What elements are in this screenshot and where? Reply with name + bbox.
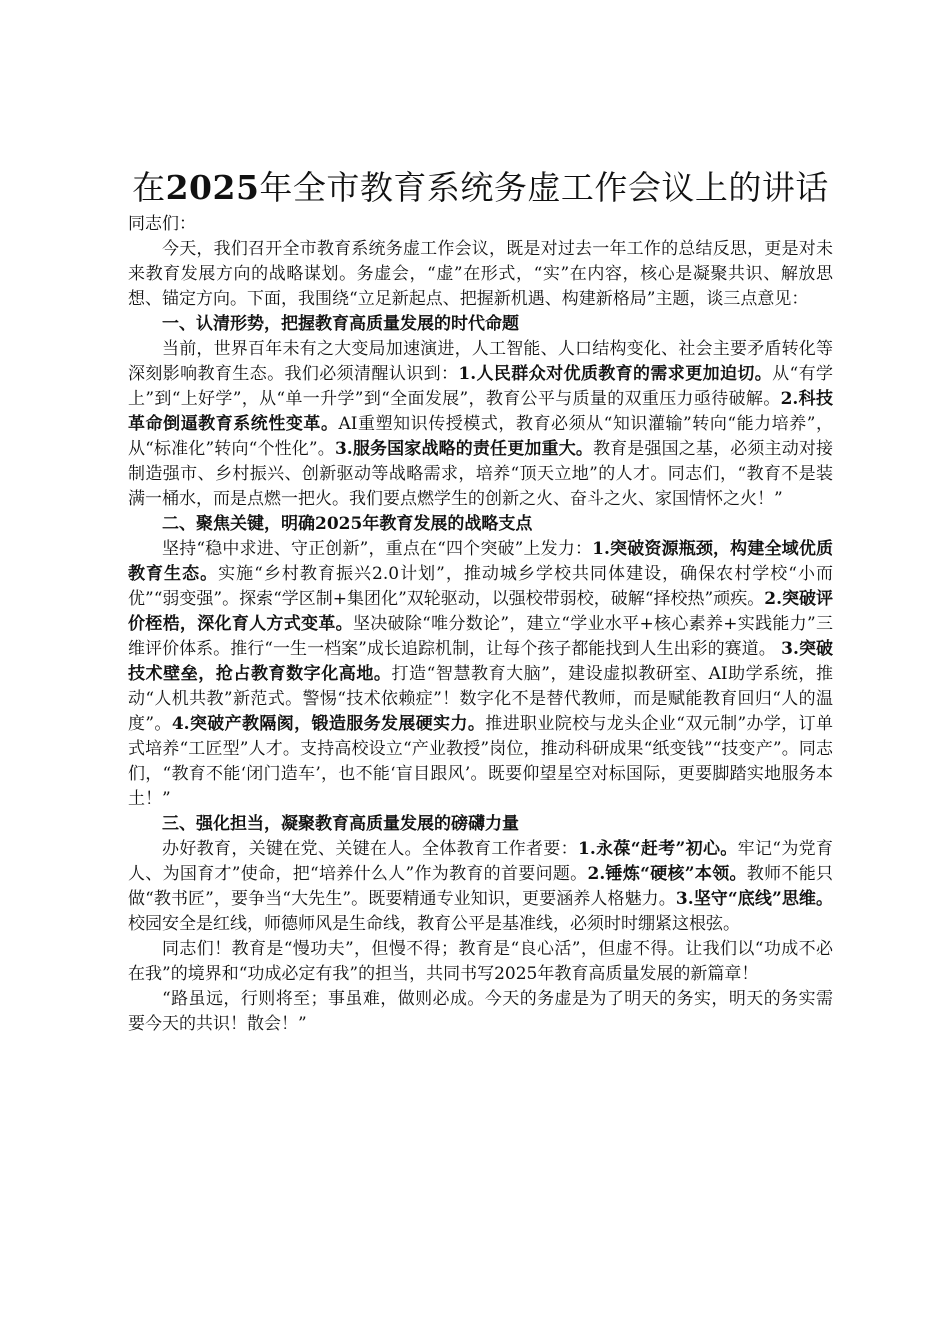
body-text: 坚持“稳中求进、守正创新”，重点在“四个突破”上发力： xyxy=(162,539,593,559)
section-1-paragraph xyxy=(128,337,833,512)
bold-point-text: 3.坚守“底线”思维。 xyxy=(675,889,833,909)
body-text: 校园安全是红线，师德师风是生命线，教育公平是基准线，必须时时绷紧这根弦。 xyxy=(128,914,740,934)
body-text: 坚决破除“唯分数论”，建立“学业水平+核心素养+实践能力”三维评价体系。推行“一生一档案”成长追踪机制，让每个孩子都能找到人生出彩的赛道。 xyxy=(128,614,833,659)
body-text: 办好教育，关键在党、关键在人。全体教育工作者要： xyxy=(162,839,578,859)
body-text: 实施“乡村教育振兴2.0计划”，推动城乡学校共同体建设，确保农村学校“小而优”“弱变强”。探索“学区制+集团化”双轮驱动，以强校带弱校，破解“择校热”顽疾。 xyxy=(128,564,834,609)
body-text: 教育是强国之基，必须主动对接制造强市、乡村振兴、创新驱动等战略需求，培养“顶天立地”的人才。同志们，“教育不是装满一桶水，而是点燃一把火。我们要点燃学生的创新之火、奋斗之火、家国情怀之火！” xyxy=(128,439,834,509)
section-3-paragraph xyxy=(128,837,833,937)
body-text: 牢记“为党育人、为国育才”使命，把“培养什么人”作为教育的首要问题。 xyxy=(128,839,833,884)
closing-paragraph-2: “路虽远，行则将至；事虽难，做则必成。今天的务虚是为了明天的务实，明天的务实需要今天的共识！散会！” xyxy=(128,989,833,1034)
section-2-heading: 二、聚焦关键，明确2025年教育发展的战略支点 xyxy=(162,514,533,534)
section-3-heading: 三、强化担当，凝聚教育高质量发展的磅礴力量 xyxy=(162,814,519,834)
title-suffix: 年全市教育系统务虚工作会议上的讲话 xyxy=(259,168,829,207)
bold-point-text: 1.永葆“赶考”初心。 xyxy=(578,839,738,859)
body-text: 教师不能只做“教书匠”，要争当“大先生”。既要精通专业知识，更要涵养人格魅力。 xyxy=(128,864,833,909)
bold-point-text: 3.服务国家战略的责任更加重大。 xyxy=(334,439,593,459)
closing-paragraph-1: 同志们！教育是“慢功夫”，但慢不得；教育是“良心活”，但虚不得。让我们以“功成不必在我”的境界和“功成必定有我”的担当，共同书写2025年教育高质量发展的新篇章！ xyxy=(128,939,833,984)
intro-paragraph: 今天，我们召开全市教育系统务虚工作会议，既是对过去一年工作的总结反思，更是对未来教育发展方向的战略谋划。务虚会，“虚”在形式，“实”在内容，核心是凝聚共识、解放思想、锚定方向。下面，我围绕“立足新起点、把握新机遇、构建新格局”主题，谈三点意见： xyxy=(128,239,833,309)
body-text: 当前，世界百年未有之大变局加速演进，人工智能、人口结构变化、社会主要矛盾转化等深刻影响教育生态。我们必须清醒认识到： xyxy=(128,339,833,384)
bold-point-text: 1.突破资源瓶颈，构建全域优质教育生态。 xyxy=(128,539,833,584)
bold-point-text: 3.突破技术壁垒，抢占教育数字化高地。 xyxy=(128,639,833,684)
document-title xyxy=(128,166,833,210)
title-prefix: 在 xyxy=(132,168,166,207)
bold-point-text: 2.科技革命倒逼教育系统性变革。 xyxy=(128,389,833,434)
bold-point-text: 2.锤炼“硬核”本领。 xyxy=(587,864,747,884)
body-text: AI重塑知识传授模式，教育必须从“知识灌输”转向“能力培养”，从“标准化”转向“个性化”。 xyxy=(128,414,833,459)
section-2-paragraph xyxy=(128,537,833,812)
body-text: 从“有学上”到“上好学”，从“单一升学”到“全面发展”，教育公平与质量的双重压力亟待破解。 xyxy=(128,364,833,409)
body-text: 推进职业院校与龙头企业“双元制”办学，订单式培养“工匠型”人才。支持高校设立“产业教授”岗位，推动科研成果“纸变钱”“技变产”。同志们，“教育不能‘闭门造车’，也不能‘盲目跟风’。既要仰望星空对标国际，更要脚踏实地服务本土！” xyxy=(128,714,833,809)
document-page xyxy=(128,166,833,1037)
bold-point-text: 1.人民群众对优质教育的需求更加迫切。 xyxy=(458,364,773,384)
bold-point-text: 2.突破评价桎梏，深化育人方式变革。 xyxy=(128,589,833,634)
title-year: 2025 xyxy=(165,168,260,207)
salutation: 同志们： xyxy=(128,214,196,234)
bold-point-text: 4.突破产教隔阂，锻造服务发展硬实力。 xyxy=(171,714,486,734)
section-1-heading: 一、认清形势，把握教育高质量发展的时代命题 xyxy=(162,314,519,334)
body-text: 打造“智慧教育大脑”，建设虚拟教研室、AI助学系统，推动“人机共教”新范式。警惕“技术依赖症”！数字化不是替代教师，而是赋能教育回归“人的温度”。 xyxy=(128,664,833,734)
